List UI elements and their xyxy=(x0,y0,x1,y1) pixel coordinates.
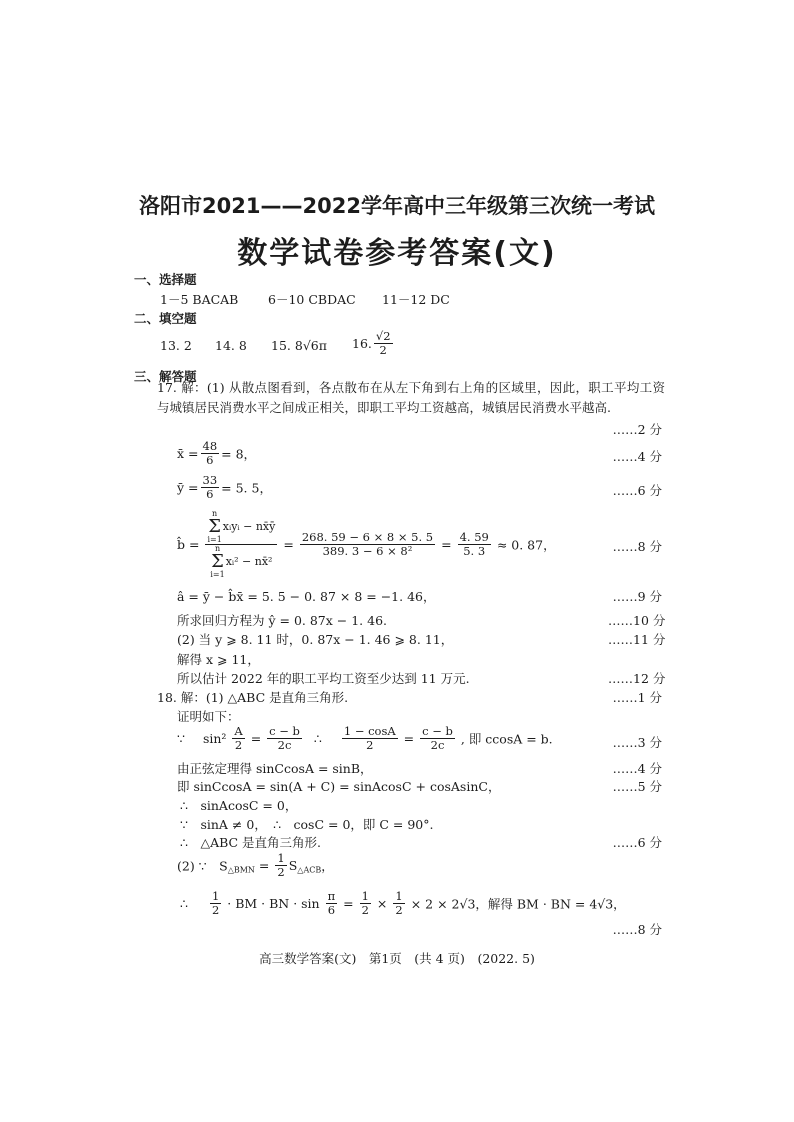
q18-line9: (2) ∵ $S_{\triangle BMN}$ = $\frac{1}{2}$ $S_{\triangle ACB}$， xyxy=(177,851,334,880)
answer-title: 数学试卷参考答案(文) xyxy=(237,236,557,271)
q17-score-11: ……11 分 xyxy=(608,632,666,647)
q17-score-8: ……8 分 xyxy=(612,539,662,554)
q18-line7: ∵ sinA ≠ 0， ∴ cosC = 0，即 C = 90°. xyxy=(180,817,434,832)
q18-line6: ∴ sinAcosC = 0， xyxy=(180,798,298,813)
page-footer: 高三数学答案(文) 第1页 (共 4 页) (2022. 5) xyxy=(259,951,535,966)
q18-line10: ∴ $\frac{1}{2}$ · BM · BN · sin $\frac{\pi}{6}$ = $\frac{1}{2}$ × $\frac{1}{2}$ × 2 × 2√3，解得 BM · BN = 4√3， xyxy=(180,889,626,918)
section-solve-heading: 三、解答题 xyxy=(134,369,197,384)
choice-answers-2: 6－10 CBDAC xyxy=(268,292,356,307)
q17-score-12: ……12 分 xyxy=(608,671,666,686)
q18-line4: 由正弦定理得 sinCcosA = sinB， xyxy=(177,761,373,776)
q18-line3: ∵ sin² $\frac{A}{2}$ = $\frac{c - b}{2c}$ ∴ $\frac{1 - \cos A}{2}$ = $\frac{c - b}{2c}$ , 即 ccosA = b. xyxy=(177,724,553,753)
fill-answer-14: 14. 8 xyxy=(215,338,247,353)
choice-answers-3: 11－12 DC xyxy=(382,292,450,307)
q17-score-9: ……9 分 xyxy=(612,589,662,604)
fill-answer-15: 15. 8√6π xyxy=(271,338,327,353)
q18-line8: ∴ △ABC 是直角三角形. xyxy=(180,835,322,850)
q17-ybar: ȳ = $\frac{33}{6}$ = 5. 5， xyxy=(177,473,272,502)
q17-regression: 所求回归方程为 ŷ = 0. 87x − 1. 46. xyxy=(177,613,388,628)
q17-score-6: ……6 分 xyxy=(612,483,662,498)
q18-line2: 证明如下： xyxy=(177,709,240,724)
q17-conclusion: 所以估计 2022 年的职工平均工资至少达到 11 万元. xyxy=(177,671,470,686)
q18-score-4: ……4 分 xyxy=(612,761,662,776)
fill-answer-16: 16. $\frac{√2}{2}$ xyxy=(352,329,391,358)
q17-score-2: ……2 分 xyxy=(612,422,662,437)
q18-line5: 即 sinCcosA = sin(A + C) = sinAcosC + cosAsinC， xyxy=(177,779,501,794)
q18-score-1: ……1 分 xyxy=(612,690,662,705)
fill-answer-13: 13. 2 xyxy=(160,338,192,353)
section-choice-heading: 一、选择题 xyxy=(134,272,197,287)
q18-line1: 18. 解：(1) △ABC 是直角三角形. xyxy=(157,690,349,705)
q17-score-10: ……10 分 xyxy=(608,613,666,628)
q17-solve-x: 解得 x ⩾ 11， xyxy=(177,652,260,667)
exam-title: 洛阳市2021——2022学年高中三年级第三次统一考试 xyxy=(139,194,655,218)
choice-answers-1: 1－5 BACAB xyxy=(160,292,239,307)
q18-score-5: ……5 分 xyxy=(612,779,662,794)
section-fill-heading: 二、填空题 xyxy=(134,311,197,326)
q17-bhat: b̂ = n Σ i=1 xᵢyᵢ − nx̄ȳ n Σ i=1 xᵢ² − nx̄² = $\frac{268. 59 - 6 \times 8 \times 5. 5}{\text{389. 3 − 6 × 8²}}$ = $\frac{4. 59}{5. 3}$ ≈ 0. 87， xyxy=(177,509,556,579)
q17-score-4: ……4 分 xyxy=(612,449,662,464)
q18-score-3: ……3 分 xyxy=(612,735,662,750)
q17-ahat: â = ȳ − b̂x̄ = 5. 5 − 0. 87 × 8 = −1. 46， xyxy=(177,589,436,604)
q17-xbar: x̄ = $\frac{48}{6}$ = 8， xyxy=(177,439,257,468)
q18-score-6: ……6 分 xyxy=(612,835,662,850)
q17-intro: 17. 解：(1) 从散点图看到，各点散布在从左下角到右上角的区域里，因此，职工平均工资与城镇居民消费水平之间成正相关，即职工平均工资越高，城镇居民消费水平越高. xyxy=(157,380,665,415)
q17-part2: (2) 当 y ⩾ 8. 11 时，0. 87x − 1. 46 ⩾ 8. 11， xyxy=(177,632,454,647)
q18-score-8: ……8 分 xyxy=(612,922,662,937)
